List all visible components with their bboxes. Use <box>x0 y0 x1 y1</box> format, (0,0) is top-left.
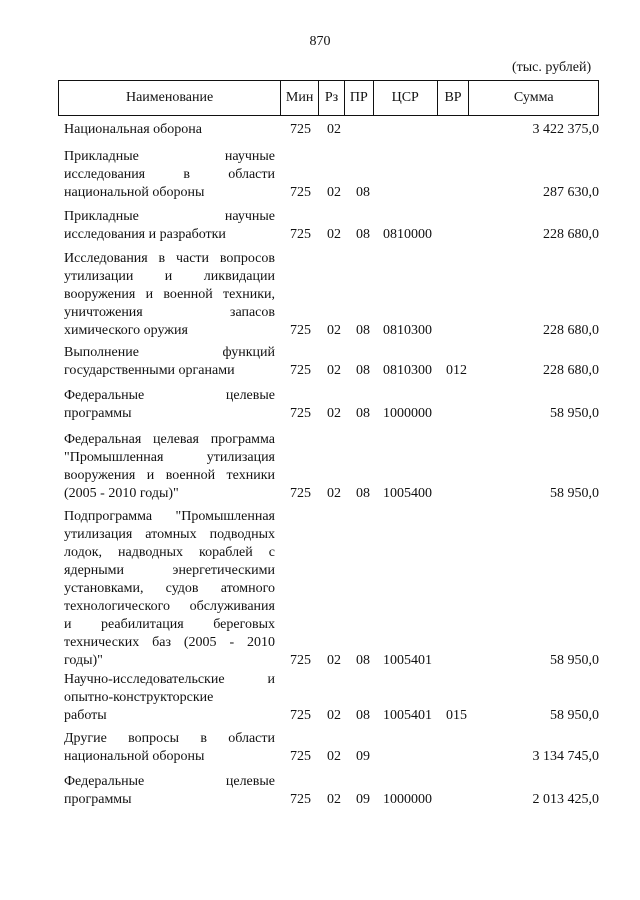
row-name-line: Прикладные научные <box>64 209 275 224</box>
row-rz: 02 <box>327 363 341 378</box>
row-min: 725 <box>290 486 311 501</box>
row-name-line: исследования в области <box>64 167 275 182</box>
row-csr: 1000000 <box>383 406 432 421</box>
header-sum: Сумма <box>513 90 554 105</box>
header-vr: ВР <box>438 81 470 115</box>
row-name-line: установками, судов атомного <box>64 581 275 596</box>
row-sum: 3 134 745,0 <box>532 749 599 764</box>
row-min: 725 <box>290 406 311 421</box>
row-name-line: (2005 - 2010 годы)" <box>64 486 179 501</box>
row-name <box>64 148 275 202</box>
row-name-line: "Промышленная утилизация <box>64 450 275 465</box>
row-rz: 02 <box>327 792 341 807</box>
row-csr: 1000000 <box>383 792 432 807</box>
row-csr: 0810000 <box>383 227 432 242</box>
row-name <box>64 344 275 380</box>
row-min: 725 <box>290 122 311 137</box>
row-name-line: государственными органами <box>64 363 235 378</box>
row-rz: 02 <box>327 227 341 242</box>
row-rz: 02 <box>327 486 341 501</box>
row-name-line: утилизация атомных подводных <box>64 527 275 542</box>
row-sum: 58 950,0 <box>550 406 599 421</box>
row-sum: 58 950,0 <box>550 708 599 723</box>
row-pr: 08 <box>356 363 370 378</box>
row-pr: 08 <box>356 486 370 501</box>
row-pr: 08 <box>356 653 370 668</box>
row-name-line: технических баз (2005 - 2010 <box>64 635 275 650</box>
units-label: (тыс. рублей) <box>512 60 592 75</box>
row-pr: 08 <box>356 406 370 421</box>
header-name: Наименование <box>59 81 281 115</box>
row-name-line: Национальная оборона <box>64 122 202 137</box>
row-name-line: национальной обороны <box>64 749 205 764</box>
row-sum: 287 630,0 <box>543 185 599 200</box>
row-pr: 08 <box>356 185 370 200</box>
row-sum: 58 950,0 <box>550 653 599 668</box>
row-min: 725 <box>290 185 311 200</box>
row-pr: 08 <box>356 708 370 723</box>
row-name-line: технологического обслуживания <box>64 599 275 614</box>
row-sum: 228 680,0 <box>543 323 599 338</box>
row-sum: 3 422 375,0 <box>532 122 599 137</box>
row-name-line: и реабилитация береговых <box>64 617 275 632</box>
row-name-line: Прикладные научные <box>64 149 275 164</box>
row-pr: 08 <box>356 227 370 242</box>
row-sum: 2 013 425,0 <box>532 792 599 807</box>
row-rz: 02 <box>327 122 341 137</box>
row-pr: 09 <box>356 792 370 807</box>
row-rz: 02 <box>327 323 341 338</box>
row-name-line: исследования и разработки <box>64 227 226 242</box>
row-name <box>64 431 275 503</box>
row-name-line: программы <box>64 792 132 807</box>
row-name-line: Федеральные целевые <box>64 774 275 789</box>
row-rz: 02 <box>327 653 341 668</box>
row-name-line: Выполнение функций <box>64 345 275 360</box>
row-name-line: Подпрограмма "Промышленная <box>64 509 275 524</box>
page-number: 870 <box>309 34 331 49</box>
row-name <box>64 250 275 340</box>
row-name-line: лодок, надводных кораблей с <box>64 545 275 560</box>
row-min: 725 <box>290 227 311 242</box>
row-vr: 015 <box>446 708 467 723</box>
row-name-line: национальной обороны <box>64 185 205 200</box>
row-name-line: химического оружия <box>64 323 188 338</box>
row-sum: 228 680,0 <box>543 227 599 242</box>
row-csr: 1005400 <box>383 486 432 501</box>
row-name-line: программы <box>64 406 132 421</box>
row-name-line: Федеральные целевые <box>64 388 275 403</box>
row-pr: 08 <box>356 323 370 338</box>
row-name <box>64 121 275 139</box>
row-rz: 02 <box>327 749 341 764</box>
header-min: Мин <box>281 81 319 115</box>
row-name-line: Федеральная целевая программа <box>64 432 275 447</box>
row-csr: 0810300 <box>383 363 432 378</box>
row-name-line: вооружения и военной техники <box>64 468 275 483</box>
row-name <box>64 773 275 809</box>
row-min: 725 <box>290 749 311 764</box>
row-name-line: работы <box>64 708 107 723</box>
header-rz: Рз <box>319 81 345 115</box>
row-name-line: Другие вопросы в области <box>64 731 275 746</box>
row-name-line: вооружения и военной техники, <box>64 287 275 302</box>
row-name-line: ядерными энергетическими <box>64 563 275 578</box>
row-sum: 228 680,0 <box>543 363 599 378</box>
row-name-line: утилизации и ликвидации <box>64 269 275 284</box>
row-name <box>64 387 275 423</box>
row-rz: 02 <box>327 406 341 421</box>
row-pr: 09 <box>356 749 370 764</box>
row-name <box>64 730 275 766</box>
row-vr: 012 <box>446 363 467 378</box>
row-min: 725 <box>290 792 311 807</box>
row-name-line: Исследования в части вопросов <box>64 251 275 266</box>
row-name-line: Научно-исследовательские и <box>64 672 275 687</box>
row-rz: 02 <box>327 185 341 200</box>
row-name <box>64 508 275 670</box>
row-min: 725 <box>290 363 311 378</box>
row-name-line: уничтожения запасов <box>64 305 275 320</box>
header-csr: ЦСР <box>374 81 438 115</box>
row-name-line: годы)" <box>64 653 103 668</box>
row-sum: 58 950,0 <box>550 486 599 501</box>
row-name <box>64 208 275 244</box>
row-csr: 1005401 <box>383 708 432 723</box>
row-name <box>64 671 275 725</box>
row-min: 725 <box>290 708 311 723</box>
row-name-line: опытно-конструкторские <box>64 690 214 705</box>
row-min: 725 <box>290 653 311 668</box>
row-csr: 0810300 <box>383 323 432 338</box>
row-min: 725 <box>290 323 311 338</box>
row-rz: 02 <box>327 708 341 723</box>
header-pr: ПР <box>345 81 374 115</box>
row-csr: 1005401 <box>383 653 432 668</box>
table-header <box>58 80 599 116</box>
